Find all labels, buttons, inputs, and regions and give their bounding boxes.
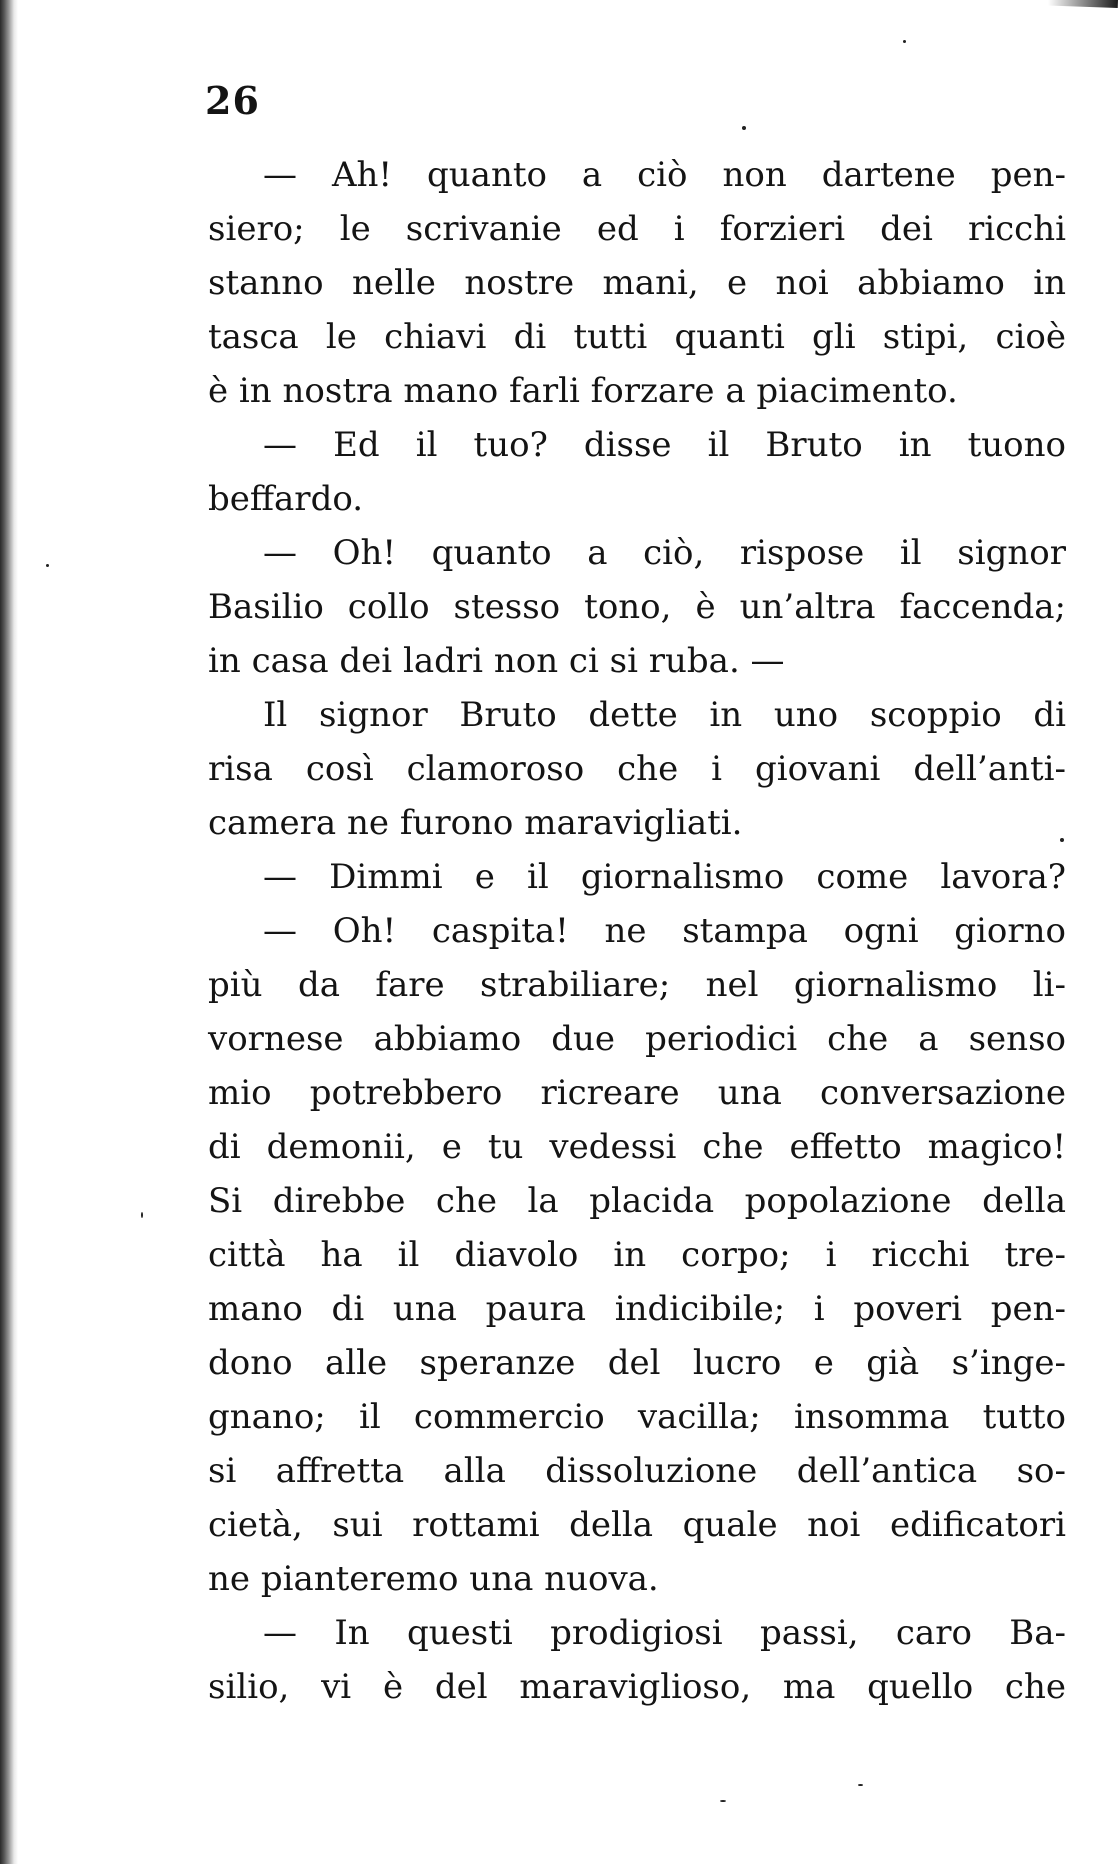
text-line: città ha il diavolo in corpo; i ricchi tre- <box>208 1235 1066 1275</box>
text-line: più da fare strabiliare; nel giornalismo li- <box>208 965 1066 1005</box>
text-line: Basilio collo stesso tono, è un’altra faccenda; <box>208 587 1066 627</box>
text-line: ne pianteremo una nuova. <box>208 1559 659 1599</box>
scan-speck <box>141 1212 143 1218</box>
text-line: dono alle speranze del lucro e già s’inge- <box>208 1343 1066 1383</box>
scan-speck <box>1060 838 1064 842</box>
text-line: — Oh! caspita! ne stampa ogni giorno <box>263 911 1066 951</box>
text-line: siero; le scrivanie ed i forzieri dei ricchi <box>208 209 1066 249</box>
body-text <box>208 148 1066 1714</box>
text-line: silio, vi è del maraviglioso, ma quello che <box>208 1667 1066 1707</box>
scan-speck <box>720 1800 726 1802</box>
text-line: beffardo. <box>208 479 364 519</box>
text-line: cietà, sui rottami della quale noi edificatori <box>208 1505 1066 1545</box>
text-line: è in nostra mano farli forzare a piacimento. <box>208 371 958 411</box>
text-line: camera ne furono maravigliati. <box>208 803 743 843</box>
text-line: di demonii, e tu vedessi che effetto magico! <box>208 1127 1066 1167</box>
text-line: gnano; il commercio vacilla; insomma tutto <box>208 1397 1066 1437</box>
text-line: — Oh! quanto a ciò, rispose il signor <box>263 533 1066 573</box>
text-line: mio potrebbero ricreare una conversazione <box>208 1073 1066 1113</box>
scan-speck <box>858 1784 863 1786</box>
text-line: risa così clamoroso che i giovani dell’anti- <box>208 749 1066 789</box>
text-line: stanno nelle nostre mani, e noi abbiamo in <box>208 263 1066 303</box>
page-number: 26 <box>205 78 260 123</box>
text-line: tasca le chiavi di tutti quanti gli stipi, cioè <box>208 317 1066 357</box>
text-line: Il signor Bruto dette in uno scoppio di <box>263 695 1066 735</box>
scan-speck <box>742 126 746 130</box>
scan-speck <box>46 564 49 567</box>
text-line: in casa dei ladri non ci si ruba. — <box>208 641 785 681</box>
text-line: mano di una paura indicibile; i poveri pen- <box>208 1289 1066 1329</box>
text-line: — Ed il tuo? disse il Bruto in tuono <box>263 425 1066 465</box>
text-line: si affretta alla dissoluzione dell’antica so- <box>208 1451 1066 1491</box>
scan-corner-mark <box>1048 0 1118 8</box>
text-line: — In questi prodigiosi passi, caro Ba- <box>263 1613 1066 1653</box>
page-binding-edge <box>0 0 18 1864</box>
text-line: vornese abbiamo due periodici che a senso <box>208 1019 1066 1059</box>
text-line: — Dimmi e il giornalismo come lavora? <box>263 857 1066 897</box>
text-line: — Ah! quanto a ciò non dartene pen- <box>263 155 1066 195</box>
text-line: Si direbbe che la placida popolazione della <box>208 1181 1066 1221</box>
scan-speck <box>903 40 906 43</box>
